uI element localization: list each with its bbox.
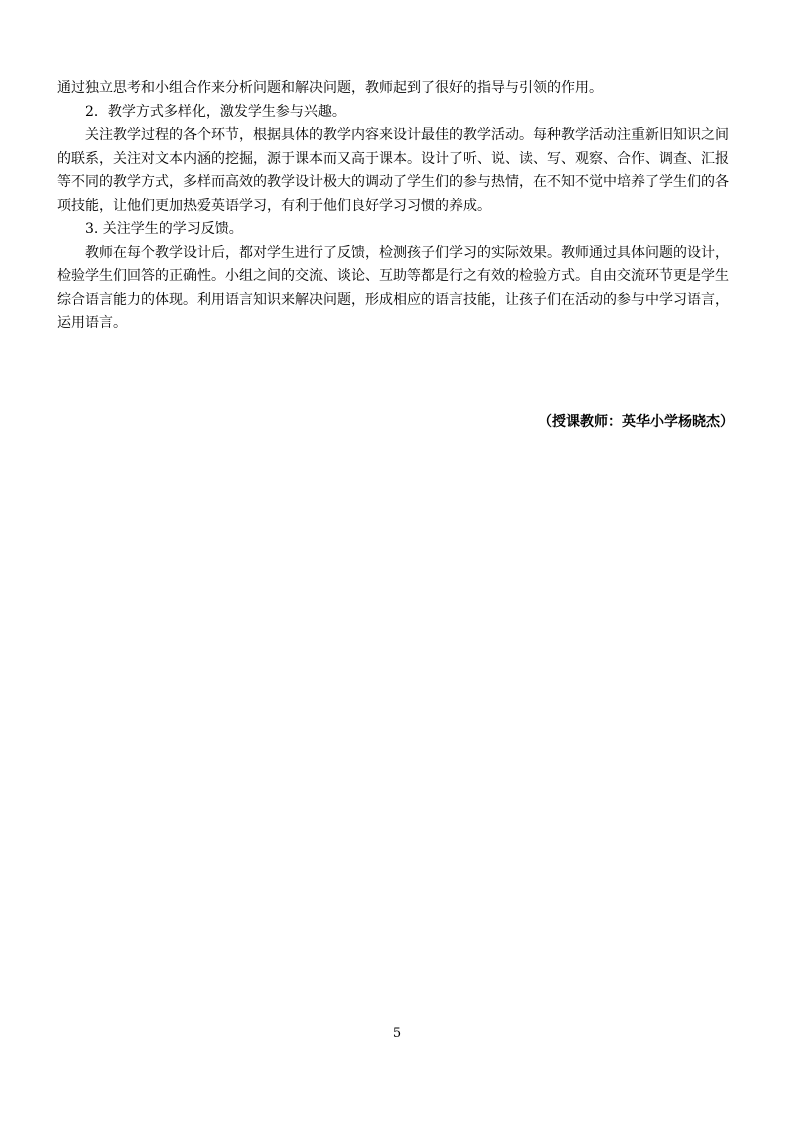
section-heading: 3. 关注学生的学习反馈。	[85, 221, 243, 237]
section-heading: 2．教学方式多样化，激发学生参与兴趣。	[85, 103, 346, 120]
document-body	[57, 77, 739, 336]
paragraph-line: 通过独立思考和小组合作来分析问题和解决问题，教师起到了很好的指导与引领的作用。	[57, 80, 603, 96]
paragraph-line: 检验学生们回答的正确性。小组之间的交流、谈论、互助等都是行之有效的检验方式。自由交流环节更是学生	[57, 268, 729, 284]
page-number: 5	[392, 1026, 402, 1041]
paragraph-line: 教师在每个教学设计后，都对学生进行了反馈，检测孩子们学习的实际效果。教师通过具体问题的设计，	[85, 244, 729, 261]
paragraph-line: 等不同的教学方式，多样而高效的教学设计极大的调动了学生们的参与热情，在不知不觉中培养了学生们的各	[57, 174, 729, 190]
author-signature: （授课教师：英华小学杨晓杰）	[538, 414, 734, 430]
paragraph-line: 关注教学过程的各个环节，根据具体的教学内容来设计最佳的教学活动。每种教学活动注重新旧知识之间	[85, 127, 729, 143]
paragraph-line: 综合语言能力的体现。利用语言知识来解决问题，形成相应的语言技能，让孩子们在活动的参与中学习语言，	[57, 291, 729, 308]
paragraph-line: 的联系，关注对文本内涵的挖掘，源于课本而又高于课本。设计了听、说、读、写、观察、合作、调查、汇报	[57, 150, 729, 167]
paragraph-line: 运用语言。	[57, 315, 127, 331]
paragraph-line: 项技能，让他们更加热爱英语学习，有利于他们良好学习习惯的养成。	[57, 197, 491, 214]
